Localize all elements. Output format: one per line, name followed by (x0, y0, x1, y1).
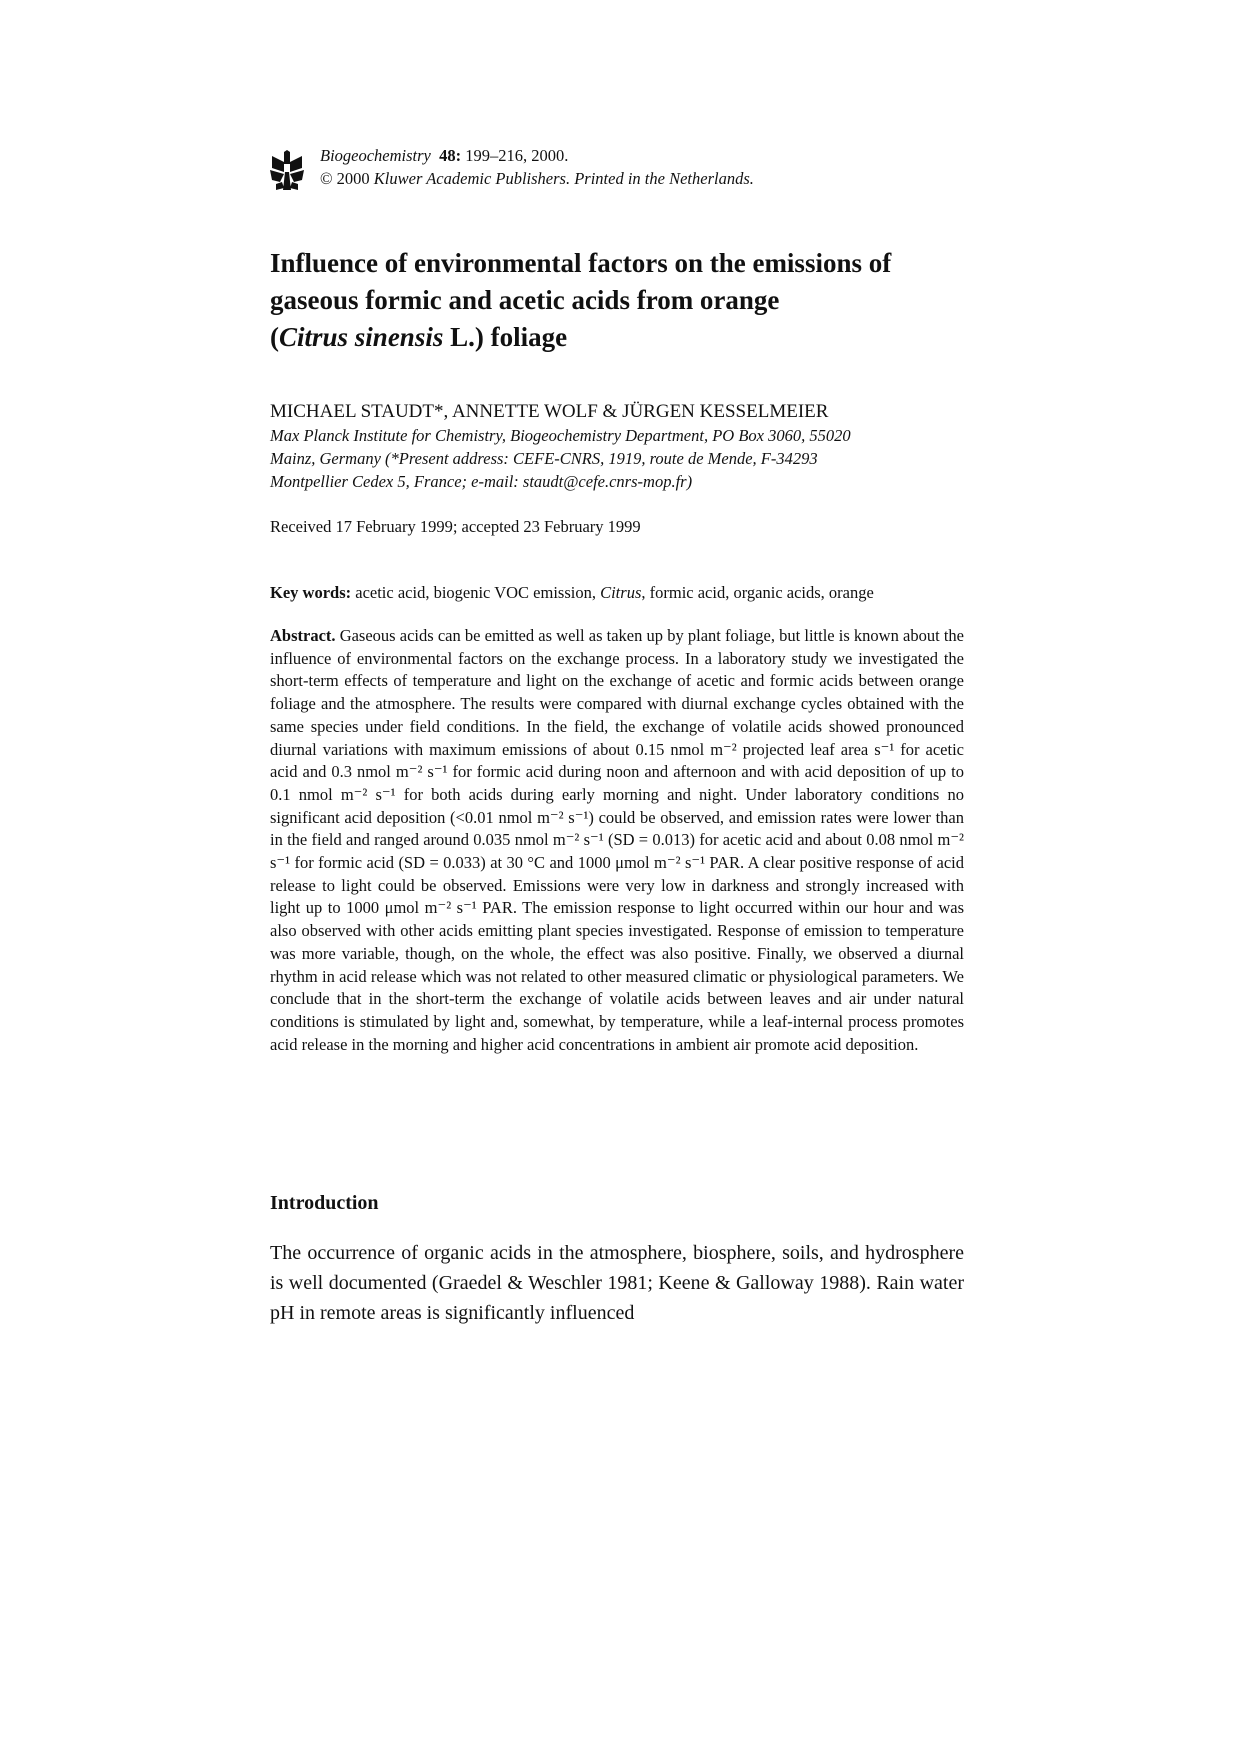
citation-line (320, 144, 754, 167)
affiliation-line-3: Montpellier Cedex 5, France; e-mail: staudt@cefe.cnrs-mop.fr) (270, 472, 693, 491)
affiliation-line-2: Mainz, Germany (*Present address: CEFE-CNRS, 1919, route de Mende, F-34293 (270, 449, 818, 468)
copyright-symbol: © 2000 (320, 169, 374, 188)
received-dates: Received 17 February 1999; accepted 23 February 1999 (270, 517, 641, 536)
title-line-3-open: ( (270, 322, 279, 352)
keywords-after: , formic acid, organic acids, orange (641, 583, 874, 602)
abstract (270, 625, 964, 1056)
affiliation-line-1: Max Planck Institute for Chemistry, Biogeochemistry Department, PO Box 3060, 55020 (270, 426, 851, 445)
publisher-logo-icon (270, 150, 304, 190)
keywords-before: acetic acid, biogenic VOC emission, (351, 583, 601, 602)
title-line-3-rest: L.) foliage (443, 322, 568, 352)
title-species: Citrus sinensis (279, 322, 444, 352)
journal-citation (320, 144, 754, 190)
keywords-label: Key words: (270, 583, 352, 602)
introduction-text: The occurrence of organic acids in the atmosphere, biosphere, soils, and hydrosphere is well documented (Graedel & Weschler 1981; Keene & Galloway 1988). Rain water pH in remote areas is significantly influenced (270, 1242, 964, 1324)
abstract-text: Gaseous acids can be emitted as well as taken up by plant foliage, but little is known about the influence of environmental factors on the exchange process. In a laboratory study we investigated the short-term effects of temperature and light on the exchange of acetic and formic acids between orange foliage and the atmosphere. The results were compared with diurnal exchange cycles obtained with the same species under field conditions. In the field, the exchange of volatile acids showed pronounced diurnal variations with maximum emissions of about 0.15 nmol m⁻² projected leaf area s⁻¹ for acetic acid and 0.3 nmol m⁻² s⁻¹ for formic acid during noon and afternoon and with acid deposition of up to 0.1 nmol m⁻² s⁻¹ for both acids during early morning and night. Under laboratory conditions no significant acid deposition (<0.01 nmol m⁻² s⁻¹) could be observed, and emission rates were lower than in the field and ranged around 0.035 nmol m⁻² s⁻¹ (SD = 0.013) for acetic acid and about 0.08 nmol m⁻² s⁻¹ for formic acid (SD = 0.033) at 30 °C and 1000 μmol m⁻² s⁻¹ PAR. A clear positive response of acid release to light could be observed. Emissions were very low in darkness and strongly increased with light up to 1000 μmol m⁻² s⁻¹ PAR. The emission response to light occurred within our hour and was also observed with other acids emitting plant species investigated. Response of emission to temperature was more variable, though, on the whole, the effect was also positive. Finally, we observed a diurnal rhythm in acid release which was not related to other measured climatic or physiological parameters. We conclude that in the short-term the exchange of volatile acids between leaves and air under natural conditions is stimulated by light and, somewhat, by temperature, while a leaf-internal process promotes acid release in the morning and higher acid concentrations in ambient air promote acid deposition. (270, 626, 964, 1054)
title-line-1: Influence of environmental factors on the emissions of (270, 248, 892, 278)
abstract-label: Abstract. (270, 626, 336, 645)
journal-pages-year: 199–216, 2000. (461, 146, 569, 165)
journal-volume: 48: (439, 146, 462, 165)
journal-name: Biogeochemistry (320, 146, 431, 165)
publisher-text: Kluwer Academic Publishers. Printed in the Netherlands. (373, 169, 754, 188)
keywords-italic: Citrus (600, 583, 642, 602)
paper-title (270, 245, 990, 356)
journal-header (270, 144, 970, 194)
copyright-line (320, 167, 754, 190)
authors: MICHAEL STAUDT*, ANNETTE WOLF & JÜRGEN KESSELMEIER (270, 401, 829, 422)
section-heading-introduction: Introduction (270, 1192, 379, 1214)
affiliation (270, 424, 990, 493)
title-line-2: gaseous formic and acetic acids from orange (270, 285, 780, 315)
keywords (270, 581, 874, 604)
